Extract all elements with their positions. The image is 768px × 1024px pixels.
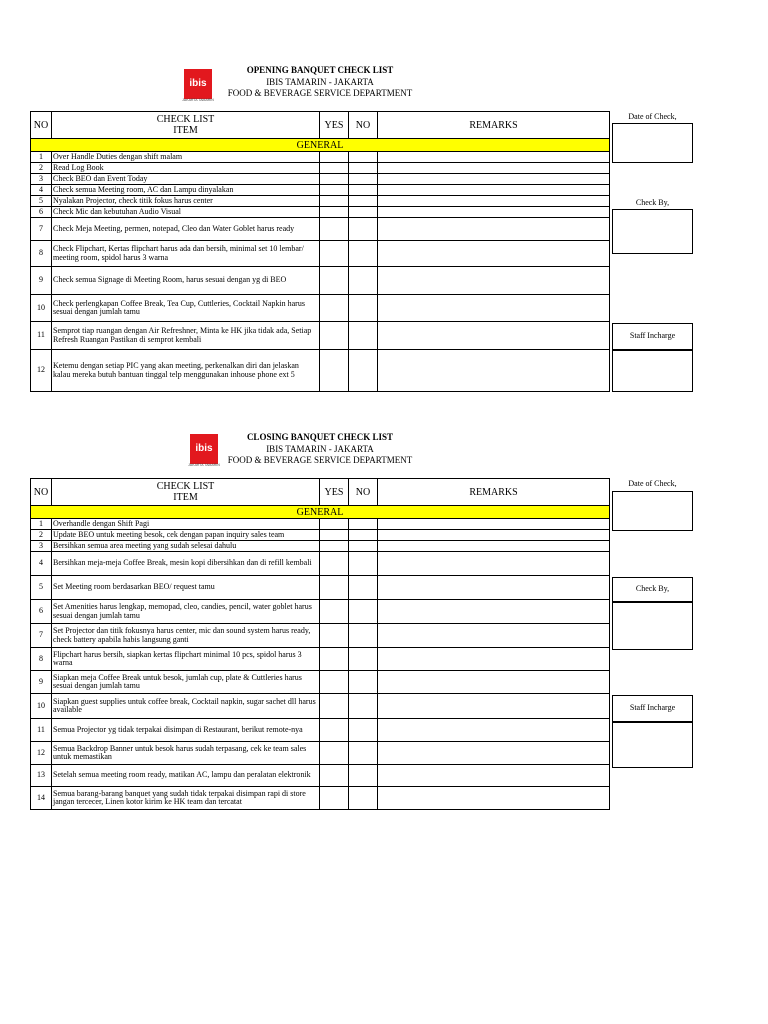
table-row [31,350,610,392]
row-number: 7 [31,218,52,241]
remarks-cell[interactable] [378,541,610,552]
row-number: 3 [31,541,52,552]
no-cell[interactable] [349,541,378,552]
yes-cell[interactable] [320,671,349,694]
yes-cell[interactable] [320,765,349,787]
yes-cell[interactable] [320,207,349,218]
yes-cell[interactable] [320,648,349,671]
table-header-row [31,479,610,506]
no-cell[interactable] [349,576,378,600]
remarks-cell[interactable] [378,185,610,196]
date-of-check-label: Date of Check, [628,479,677,488]
closing-checklist-table [30,478,610,810]
col-item-header [52,479,320,506]
opening-department: FOOD & BEVERAGE SERVICE DEPARTMENT [227,88,413,98]
row-item: Semua barang-barang banquet yang sudah tidak terpakai disimpan rapi di store jangan tercecer, Linen kotor kirim ke HK team dan tercatat [52,787,320,810]
logo-text: ibis [195,443,213,454]
table-row [31,174,610,185]
row-item: Siapkan meja Coffee Break untuk besok, jumlah cup, plate & Cuttleries harus sesuai dengan jumlah tamu [52,671,320,694]
table-row [31,600,610,624]
opening-title: OPENING BANQUET CHECK LIST [246,65,394,75]
col-item-header-line1: CHECK LIST [156,481,215,492]
col-remarks-header: REMARKS [378,112,610,139]
table-row [31,241,610,267]
yes-cell[interactable] [320,322,349,350]
remarks-cell[interactable] [378,671,610,694]
remarks-cell[interactable] [378,742,610,765]
remarks-cell[interactable] [378,267,610,295]
row-item: Update BEO untuk meeting besok, cek dengan papan inquiry sales team [52,530,320,541]
table-row [31,152,610,163]
no-cell[interactable] [349,174,378,185]
table-header-row [31,112,610,139]
yes-cell[interactable] [320,196,349,207]
table-row [31,624,610,648]
remarks-cell[interactable] [378,765,610,787]
yes-cell[interactable] [320,600,349,624]
no-cell[interactable] [349,552,378,576]
row-item: Flipchart harus bersih, siapkan kertas flipchart minimal 10 pcs, spidol harus 3 warna [52,648,320,671]
row-item: Siapkan guest supplies untuk coffee break, Cocktail napkin, sugar sachet dll harus available [52,694,320,719]
general-section-row [31,506,610,519]
yes-cell[interactable] [320,163,349,174]
row-item: Check semua Meeting room, AC dan Lampu dinyalakan [52,185,320,196]
opening-hotel-name: IBIS TAMARIN - JAKARTA [266,77,374,87]
row-number: 10 [31,295,52,322]
yes-cell[interactable] [320,719,349,742]
no-cell[interactable] [349,671,378,694]
general-label: GENERAL [31,506,610,519]
date-of-check-label: Date of Check, [628,112,677,121]
opening-checklist-table [30,111,610,392]
remarks-cell[interactable] [378,174,610,185]
row-item: Set Projector dan titik fokusnya harus center, mic dan sound system harus ready, check battery apabila habis langsung ganti [52,624,320,648]
row-number: 10 [31,694,52,719]
remarks-cell[interactable] [378,322,610,350]
row-number: 11 [31,322,52,350]
yes-cell[interactable] [320,787,349,810]
row-item: Semua Projector yg tidak terpakai disimpan di Restaurant, berikut remote-nya [52,719,320,742]
no-cell[interactable] [349,152,378,163]
col-item-header-line2: ITEM [173,492,198,503]
row-number: 1 [31,152,52,163]
yes-cell[interactable] [320,694,349,719]
row-item: Bersihkan meja-meja Coffee Break, mesin kopi dibersihkan dan di refill kembali [52,552,320,576]
remarks-cell[interactable] [378,648,610,671]
yes-cell[interactable] [320,624,349,648]
table-row [31,163,610,174]
remarks-cell[interactable] [378,196,610,207]
row-number: 13 [31,765,52,787]
no-cell[interactable] [349,295,378,322]
yes-cell[interactable] [320,530,349,541]
table-row [31,552,610,576]
yes-cell[interactable] [320,218,349,241]
yes-cell[interactable] [320,519,349,530]
staff-incharge-label: Staff Incharge [629,703,676,712]
table-row [31,648,610,671]
row-number: 6 [31,600,52,624]
remarks-cell[interactable] [378,350,610,392]
yes-cell[interactable] [320,295,349,322]
closing-title: CLOSING BANQUET CHECK LIST [246,432,394,442]
row-item: Ketemu dengan setiap PIC yang akan meeting, perkenalkan diri dan jelaskan kalau mereka butuh bantuan tinggal telp menggunakan inhouse phone ext 5 [52,350,320,392]
row-number: 1 [31,519,52,530]
yes-cell[interactable] [320,552,349,576]
row-item: Set Amenities harus lengkap, memopad, cleo, candies, pencil, water goblet harus sesuai dengan jumlah tamu [52,600,320,624]
no-cell[interactable] [349,648,378,671]
row-number: 5 [31,196,52,207]
row-item: Read Log Book [52,163,320,174]
row-number: 4 [31,185,52,196]
row-item: Semprot tiap ruangan dengan Air Refreshner, Minta ke HK jika tidak ada, Setiap Refresh Ruangan Pastikan di semprot kembali [52,322,320,350]
logo-caption: JAKARTA TAMARIN [182,98,214,102]
col-item-header [52,112,320,139]
row-number: 11 [31,719,52,742]
table-row [31,541,610,552]
remarks-cell[interactable] [378,719,610,742]
row-item: Check semua Signage di Meeting Room, harus sesuai dengan yg di BEO [52,267,320,295]
no-cell[interactable] [349,322,378,350]
remarks-cell[interactable] [378,241,610,267]
row-number: 9 [31,671,52,694]
remarks-cell[interactable] [378,552,610,576]
row-number: 5 [31,576,52,600]
no-cell[interactable] [349,519,378,530]
check-by-box[interactable] [612,602,693,650]
row-number: 12 [31,742,52,765]
table-row [31,218,610,241]
row-item: Check BEO dan Event Today [52,174,320,185]
no-cell[interactable] [349,694,378,719]
yes-cell[interactable] [320,174,349,185]
no-cell[interactable] [349,600,378,624]
table-row [31,295,610,322]
no-cell[interactable] [349,765,378,787]
table-row [31,719,610,742]
row-item: Check Flipchart, Kertas flipchart harus ada dan bersih, minimal set 10 lembar/ meeting room, spidol harus 3 warna [52,241,320,267]
logo-text: ibis [189,78,207,89]
row-number: 8 [31,648,52,671]
remarks-cell[interactable] [378,152,610,163]
yes-cell[interactable] [320,267,349,295]
row-number: 6 [31,207,52,218]
yes-cell[interactable] [320,742,349,765]
no-cell[interactable] [349,241,378,267]
yes-cell[interactable] [320,185,349,196]
date-of-check-box[interactable] [612,123,693,163]
check-by-label: Check By, [635,198,670,207]
logo-caption: JAKARTA TAMARIN [188,463,220,467]
remarks-cell[interactable] [378,787,610,810]
col-no-header: NO [31,479,52,506]
table-row [31,787,610,810]
row-number: 14 [31,787,52,810]
col-item-header-line1: CHECK LIST [156,114,215,125]
row-item: Check Meja Meeting, permen, notepad, Cleo dan Water Goblet harus ready [52,218,320,241]
row-number: 2 [31,530,52,541]
no-cell[interactable] [349,218,378,241]
table-row [31,185,610,196]
yes-cell[interactable] [320,541,349,552]
no-cell[interactable] [349,185,378,196]
col-item-header-line2: ITEM [173,125,198,136]
check-by-label: Check By, [635,584,670,593]
closing-department: FOOD & BEVERAGE SERVICE DEPARTMENT [227,455,413,465]
general-label: GENERAL [31,139,610,152]
no-cell[interactable] [349,196,378,207]
no-cell[interactable] [349,207,378,218]
remarks-cell[interactable] [378,207,610,218]
table-row [31,267,610,295]
col-no-answer-header: NO [349,112,378,139]
col-no-header: NO [31,112,52,139]
no-cell[interactable] [349,350,378,392]
row-item: Over Handle Duties dengan shift malam [52,152,320,163]
remarks-cell[interactable] [378,218,610,241]
row-item: Overhandle dengan Shift Pagi [52,519,320,530]
row-number: 4 [31,552,52,576]
no-cell[interactable] [349,719,378,742]
row-number: 9 [31,267,52,295]
col-remarks-header: REMARKS [378,479,610,506]
table-row [31,530,610,541]
staff-incharge-box[interactable] [612,350,693,392]
yes-cell[interactable] [320,576,349,600]
yes-cell[interactable] [320,152,349,163]
remarks-cell[interactable] [378,600,610,624]
table-row [31,576,610,600]
no-cell[interactable] [349,624,378,648]
col-no-answer-header: NO [349,479,378,506]
check-by-box[interactable] [612,209,693,254]
closing-hotel-name: IBIS TAMARIN - JAKARTA [266,444,374,454]
table-row [31,196,610,207]
table-row [31,742,610,765]
remarks-cell[interactable] [378,530,610,541]
row-number: 3 [31,174,52,185]
table-row [31,322,610,350]
general-section-row [31,139,610,152]
table-row [31,207,610,218]
remarks-cell[interactable] [378,295,610,322]
row-number: 12 [31,350,52,392]
row-item: Check Mic dan kebutuhan Audio Visual [52,207,320,218]
staff-incharge-label: Staff Incharge [629,331,676,340]
row-item: Set Meeting room berdasarkan BEO/ request tamu [52,576,320,600]
row-item: Semua Backdrop Banner untuk besok harus sudah terpasang, cek ke team sales untuk memastikan [52,742,320,765]
col-yes-header: YES [320,112,349,139]
no-cell[interactable] [349,267,378,295]
remarks-cell[interactable] [378,694,610,719]
row-number: 8 [31,241,52,267]
no-cell[interactable] [349,742,378,765]
no-cell[interactable] [349,530,378,541]
table-row [31,519,610,530]
remarks-cell[interactable] [378,624,610,648]
staff-incharge-box[interactable] [612,722,693,768]
yes-cell[interactable] [320,350,349,392]
table-row [31,765,610,787]
col-yes-header: YES [320,479,349,506]
table-row [31,694,610,719]
row-number: 2 [31,163,52,174]
row-item: Setelah semua meeting room ready, matikan AC, lampu dan peralatan elektronik [52,765,320,787]
row-number: 7 [31,624,52,648]
table-row [31,671,610,694]
no-cell[interactable] [349,163,378,174]
date-of-check-box[interactable] [612,491,693,531]
remarks-cell[interactable] [378,163,610,174]
remarks-cell[interactable] [378,519,610,530]
row-item: Nyalakan Projector, check titik fokus harus center [52,196,320,207]
row-item: Bersihkan semua area meeting yang sudah selesai dahulu [52,541,320,552]
remarks-cell[interactable] [378,576,610,600]
row-item: Check perlengkapan Coffee Break, Tea Cup, Cuttleries, Cocktail Napkin harus sesuai dengan jumlah tamu [52,295,320,322]
no-cell[interactable] [349,787,378,810]
yes-cell[interactable] [320,241,349,267]
